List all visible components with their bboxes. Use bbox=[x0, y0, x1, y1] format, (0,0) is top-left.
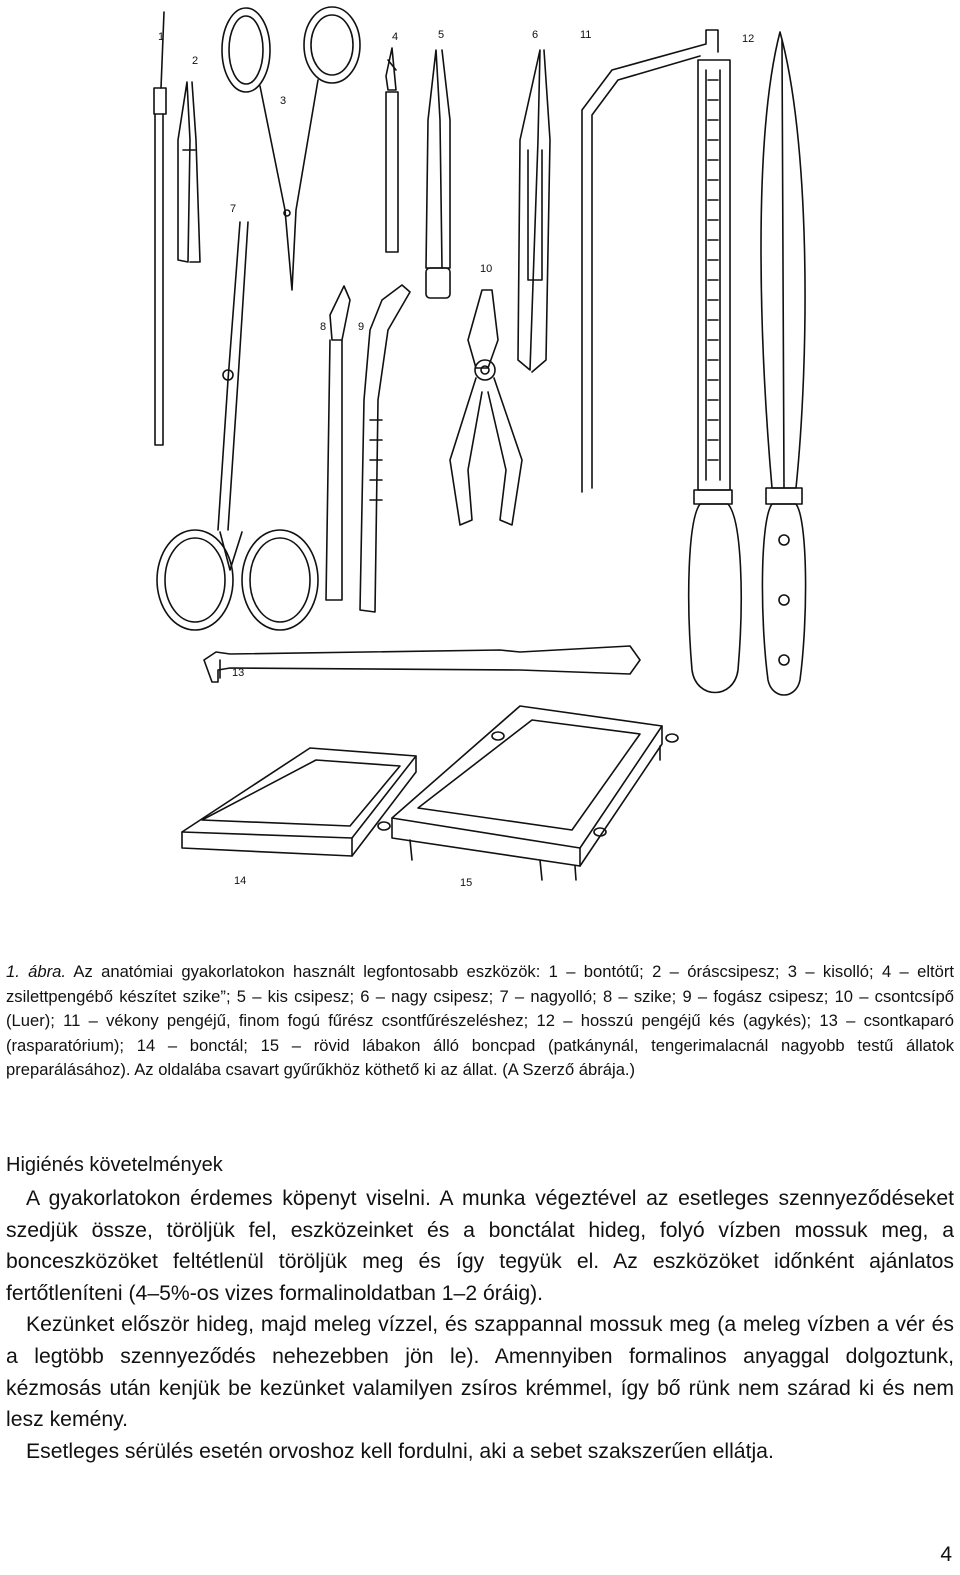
label-1: 1 bbox=[158, 31, 165, 43]
label-6: 6 bbox=[532, 29, 539, 41]
caption-lead: 1. ábra. bbox=[6, 962, 66, 981]
label-12: 12 bbox=[742, 33, 755, 45]
label-3: 3 bbox=[280, 95, 287, 107]
label-15: 15 bbox=[460, 877, 473, 889]
tool-15-dissecting-board bbox=[378, 706, 678, 880]
label-5: 5 bbox=[438, 29, 445, 41]
label-9: 9 bbox=[358, 321, 365, 333]
label-11: 11 bbox=[580, 29, 592, 41]
paragraph-2: Kezünket először hideg, majd meleg vízzel, és szappannal mossuk meg (a meleg vízben a vér és a legtöbb szennyeződés nehezebben jön le). Amennyiben formalinos anyaggal dolgoztunk, kézmosás után kenjük be kezünket valamilyen zsíros krémmel, így bő rünk nem szárad ki és nem lesz kemény. bbox=[6, 1313, 954, 1432]
tool-11-saw bbox=[582, 30, 741, 693]
tool-9-dental-forceps bbox=[360, 285, 410, 612]
label-14: 14 bbox=[234, 875, 247, 887]
paragraph-3: Esetleges sérülés esetén orvoshoz kell fordulni, aki a sebet szakszerűen ellátja. bbox=[26, 1439, 774, 1463]
tool-13-raspatory bbox=[204, 646, 640, 682]
label-10: 10 bbox=[480, 263, 493, 275]
section-heading: Higiénés követelmények bbox=[6, 1154, 223, 1176]
tool-8-scalpel bbox=[326, 286, 350, 600]
label-7: 7 bbox=[230, 203, 237, 215]
tool-3-small-scissors bbox=[222, 7, 360, 290]
label-4: 4 bbox=[392, 31, 399, 43]
tool-10-bone-rongeur bbox=[450, 290, 522, 525]
tool-5-small-forceps bbox=[426, 50, 450, 298]
label-13: 13 bbox=[232, 667, 245, 679]
paragraph-1: A gyakorlatokon érdemes köpenyt viselni. A munka végeztével az esetleges szennyeződéseket szedjük össze, töröljük fel, eszközeinket és a bonctálat hideg, folyó vízben mossuk meg, a bonceszközöket feltétlenül töröljük meg és így tegyük el. Az eszközöket időnként ajánlatos fertőtleníteni (4–5%-os vizes formalinoldatban 1–2 óráig). bbox=[6, 1187, 954, 1305]
tool-4-razor-blade-scalpel bbox=[386, 48, 398, 252]
tool-6-large-forceps bbox=[518, 50, 550, 372]
label-2: 2 bbox=[192, 55, 199, 67]
instruments-figure bbox=[120, 0, 840, 900]
figure-caption bbox=[6, 960, 954, 1083]
tool-1-dissecting-needle bbox=[154, 12, 166, 445]
tool-7-large-scissors bbox=[157, 222, 318, 630]
tool-12-brain-knife bbox=[761, 32, 806, 695]
tool-14-dissecting-tray bbox=[182, 748, 416, 856]
label-8: 8 bbox=[320, 321, 327, 333]
page-number: 4 bbox=[940, 1543, 952, 1566]
section-body bbox=[6, 1183, 954, 1467]
caption-text: Az anatómiai gyakorlatokon használt legfontosabb eszközök: 1 – bontótű; 2 – óráscsipesz; 3 – kisolló; 4 – eltört zsilettpengébő készítet szike”; 5 – kis csipesz; 6 – nagy csipesz; 7 – nagyolló; 8 – szike; 9 – fogász csipesz; 10 – csontcsípő (Luer); 11 – vékony pengéjű, finom fogú fűrész csontfűrészeléshez; 12 – hosszú pengéjű kés (agykés); 13 – csontkaparó (rasparatórium); 14 – bonctál; 15 – rövid lábakon álló boncpad (patkánynál, tengerimalacnál nagyobb testű állatok preparálásához). Az oldalába csavart gyűrűkhöz köthető ki az állat. (A Szerző ábrája.) bbox=[6, 962, 954, 1080]
tool-2-watchmaker-forceps bbox=[178, 82, 200, 262]
